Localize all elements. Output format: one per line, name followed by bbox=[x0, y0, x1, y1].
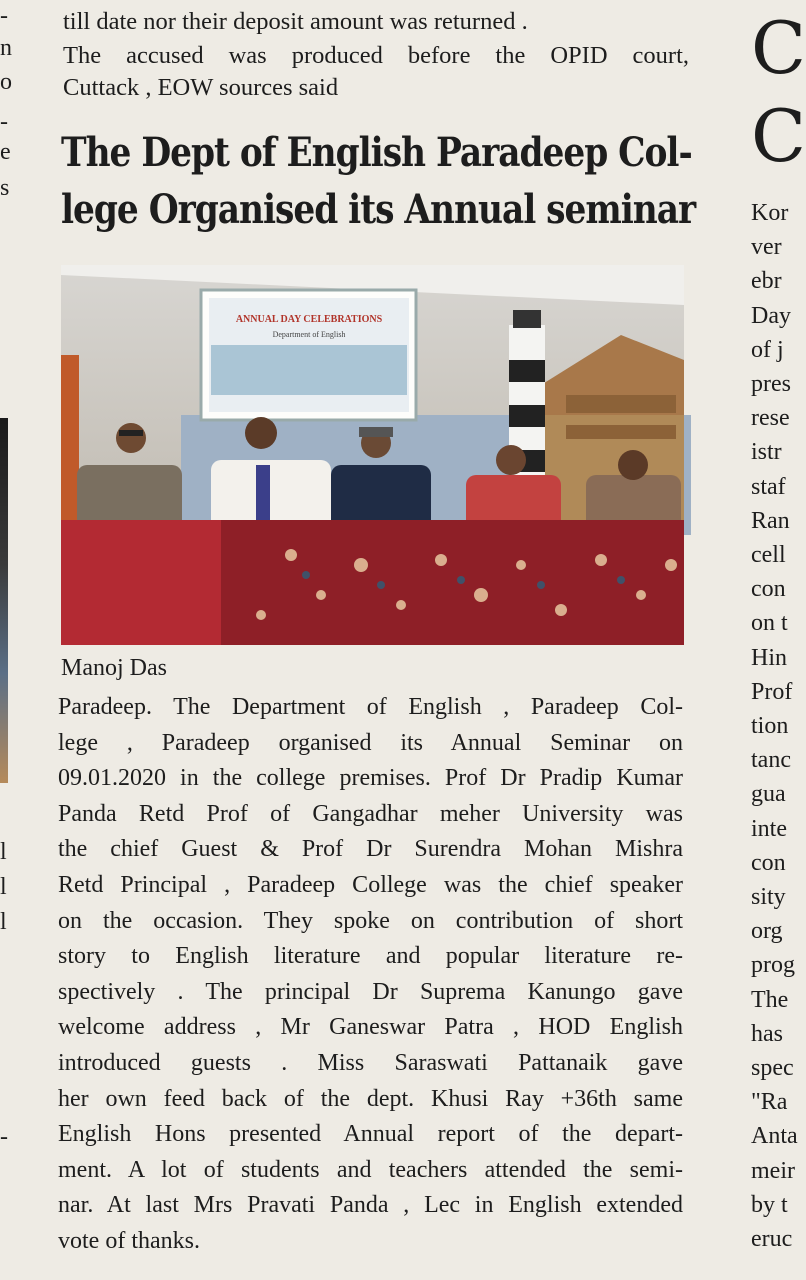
right-body-line: Hin bbox=[751, 644, 787, 671]
right-body-line: tanc bbox=[751, 747, 791, 774]
body-line: 09.01.2020 in the college premises. Prof Dr Pradip Kumar bbox=[58, 765, 683, 792]
body-line: ment. A lot of students and teachers attended the semi- bbox=[58, 1156, 683, 1183]
right-headline-fragment: C bbox=[751, 6, 806, 90]
right-body-line: Day bbox=[751, 302, 791, 329]
headline-line: The Dept of English Paradeep Col- bbox=[61, 129, 692, 176]
right-body-line: con bbox=[751, 849, 786, 876]
right-body-line: prog bbox=[751, 952, 795, 979]
right-body-line: on t bbox=[751, 610, 788, 637]
body-line: story to English literature and popular literature re- bbox=[58, 943, 683, 970]
right-body-line: Kor bbox=[751, 200, 789, 226]
right-body-line: gua bbox=[751, 781, 786, 808]
body-line: the chief Guest & Prof Dr Surendra Mohan Mishra bbox=[58, 836, 683, 863]
body-line: introduced guests . Miss Saraswati Pattanaik gave bbox=[58, 1049, 683, 1076]
body-line: English Hons presented Annual report of the depart- bbox=[58, 1121, 683, 1148]
left-fragment: - bbox=[0, 1124, 8, 1150]
left-column-fragment bbox=[0, 0, 14, 1280]
right-body-line: tion bbox=[751, 713, 789, 739]
body-line: Panda Retd Prof of Gangadhar meher University was bbox=[58, 800, 683, 827]
prev-line: Cuttack , EOW sources said bbox=[63, 74, 339, 101]
body-line: vote of thanks. bbox=[58, 1227, 200, 1254]
right-body-line: con bbox=[751, 576, 786, 603]
left-fragment: - bbox=[0, 3, 8, 29]
right-body-line: "Ra bbox=[751, 1089, 788, 1116]
right-body-line: The bbox=[751, 986, 789, 1013]
right-body-line: ver bbox=[751, 234, 782, 261]
right-body-line: Prof bbox=[751, 678, 793, 705]
left-fragment: l bbox=[0, 839, 7, 865]
right-headline-fragment: C bbox=[751, 94, 806, 178]
right-body-line: inte bbox=[751, 815, 787, 842]
article-body bbox=[58, 690, 683, 1260]
right-body-line: by t bbox=[751, 1191, 788, 1218]
prev-line: The accused was produced before the OPID court, bbox=[63, 42, 689, 69]
left-fragment: l bbox=[0, 874, 7, 900]
right-body-line: rese bbox=[751, 405, 790, 432]
seminar-stage-illustration bbox=[61, 265, 684, 645]
body-line: her own feed back of the dept. Khusi Ray +36th same bbox=[58, 1085, 683, 1112]
right-body-line: spec bbox=[751, 1055, 794, 1081]
right-body-line: ebr bbox=[751, 268, 782, 295]
body-line: welcome address , Mr Ganeswar Patra , HOD English bbox=[58, 1014, 683, 1041]
body-line: lege , Paradeep organised its Annual Seminar on bbox=[58, 729, 683, 756]
right-body-line: Ran bbox=[751, 507, 790, 534]
left-fragment: l bbox=[0, 909, 7, 935]
event-photo bbox=[61, 265, 684, 645]
left-fragment: e bbox=[0, 139, 11, 165]
right-body-line: sity bbox=[751, 884, 786, 910]
body-line: nar. At last Mrs Pravati Panda , Lec in English extended bbox=[58, 1192, 683, 1219]
left-fragment: o bbox=[0, 69, 12, 95]
left-fragment: n bbox=[0, 35, 12, 61]
prev-line: till date nor their deposit amount was returned . bbox=[63, 8, 528, 35]
right-body-line: istr bbox=[751, 439, 782, 466]
right-body-line: has bbox=[751, 1020, 783, 1047]
right-body-line: eruc bbox=[751, 1226, 793, 1252]
headline-line: lege Organised its Annual seminar bbox=[61, 186, 696, 233]
banner-title: ANNUAL DAY CELEBRATIONS bbox=[235, 314, 383, 325]
right-body-line: of j bbox=[751, 336, 784, 363]
right-body-line: meir bbox=[751, 1157, 795, 1184]
banner-subtitle: Department of English bbox=[272, 330, 346, 339]
left-photo-fragment bbox=[0, 418, 8, 783]
byline: Manoj Das bbox=[61, 655, 167, 681]
body-line: on the occasion. They spoke on contribution of short bbox=[58, 907, 683, 934]
right-column-fragment bbox=[743, 0, 806, 1280]
right-body-line: pres bbox=[751, 371, 791, 397]
right-body-line: org bbox=[751, 918, 783, 945]
headline bbox=[61, 124, 696, 238]
body-line: Retd Principal , Paradeep College was the chief speaker bbox=[58, 871, 683, 898]
body-line: spectively . The principal Dr Suprema Kanungo gave bbox=[58, 978, 683, 1005]
right-body-line: staf bbox=[751, 473, 786, 500]
left-fragment: s bbox=[0, 175, 10, 201]
previous-article-tail bbox=[63, 0, 689, 101]
right-body-line: Anta bbox=[751, 1123, 798, 1150]
right-body-line: cell bbox=[751, 542, 786, 568]
body-line: Paradeep. The Department of English , Paradeep Col- bbox=[58, 694, 683, 720]
left-fragment: - bbox=[0, 109, 8, 135]
